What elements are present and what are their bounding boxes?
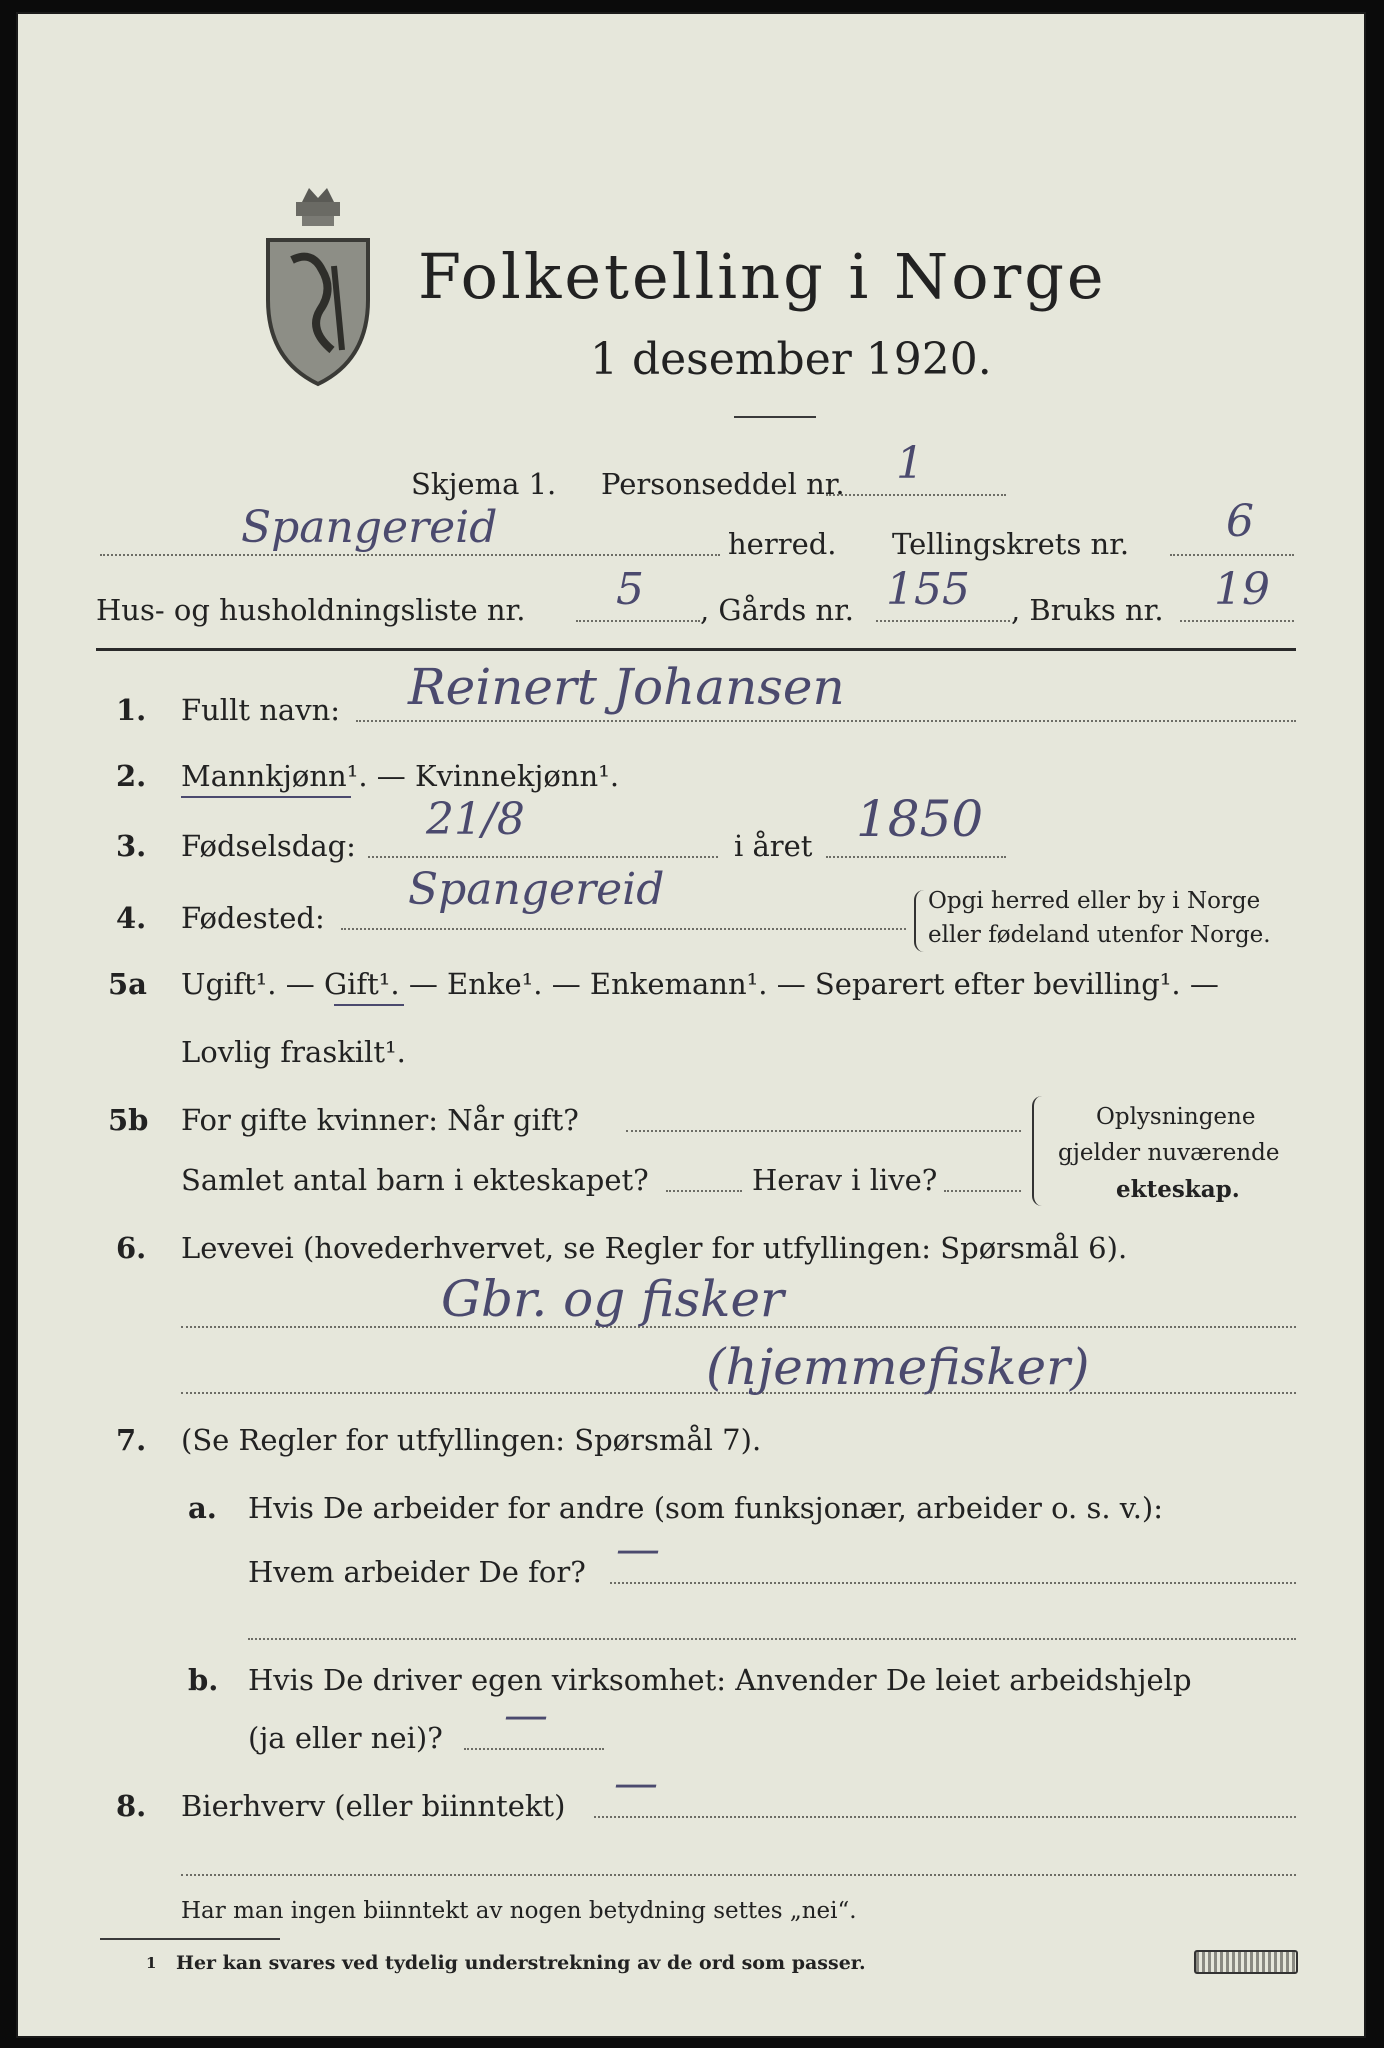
q6-value-line2: (hjemmefisker) (706, 1338, 1090, 1396)
bruks-value: 19 (1214, 564, 1270, 615)
q3-value: 21/8 (426, 794, 525, 845)
gards-label: , Gårds nr. (700, 593, 854, 627)
bruks-line (1180, 620, 1294, 622)
printer-stamp (1194, 1950, 1298, 1974)
q4-label: Fødested: (181, 901, 325, 935)
q5a-label: Ugift¹. — Gift¹. — Enke¹. — Enkemann¹. — Separert efter bevilling¹. — (181, 967, 1219, 1001)
census-form-sheet (16, 12, 1366, 2038)
q5b-note-line2: gjelder nuværende (1058, 1140, 1280, 1166)
q3-year-label: i året (734, 829, 813, 863)
q6-value-line1: Gbr. og fisker (441, 1270, 784, 1328)
q2-label: Mannkjønn¹. — Kvinnekjønn¹. (181, 759, 620, 793)
tellingskrets-value: 6 (1226, 496, 1254, 547)
title-divider (734, 416, 816, 418)
q5b-label-line2: Samlet antal barn i ekteskapet? (181, 1163, 649, 1197)
bruks-label: , Bruks nr. (1011, 593, 1164, 627)
q7b-label-line2: (ja eller nei)? (248, 1721, 443, 1755)
q3-number: 3. (116, 829, 147, 863)
q5b-line1 (626, 1130, 1021, 1132)
gards-line (876, 620, 1010, 622)
q7a-line2 (248, 1638, 1296, 1640)
herred-line (100, 554, 720, 556)
coat-of-arms-icon (262, 180, 374, 390)
q7a-value: — (616, 1524, 660, 1575)
q5b-label-line3: Herav i live? (752, 1163, 938, 1197)
q7a-label: Hvis De arbeider for andre (som funksjonær, arbeider o. s. v.): (248, 1491, 1164, 1525)
q4-note-line2: eller fødeland utenfor Norge. (928, 922, 1271, 948)
q1-number: 1. (116, 693, 147, 727)
q5b-line3 (944, 1190, 1021, 1192)
footnote-text: Her kan svares ved tydelig understrekning av de ord som passer. (176, 1952, 866, 1974)
q5a-label-line2: Lovlig fraskilt¹. (181, 1035, 406, 1069)
q7b-number: b. (188, 1663, 219, 1697)
q5b-line2 (666, 1190, 742, 1192)
personseddel-line (826, 494, 1006, 496)
personseddel-label: Personseddel nr. (601, 467, 845, 501)
q2-number: 2. (116, 759, 147, 793)
q8-value: — (614, 1758, 658, 1809)
q6-number: 6. (116, 1231, 147, 1265)
q5a-number: 5a (108, 967, 147, 1001)
q8-line2 (181, 1874, 1296, 1876)
header-rule (96, 648, 1296, 651)
q7-label: (Se Regler for utfyllingen: Spørsmål 7). (181, 1423, 762, 1457)
personseddel-value: 1 (896, 438, 924, 489)
footnote-mark: 1 (146, 1954, 157, 1972)
q5b-brace (1032, 1096, 1044, 1206)
gards-value: 155 (886, 564, 970, 615)
q1-label: Fullt navn: (181, 693, 341, 727)
footer-note: Har man ingen biinntekt av nogen betydning settes „nei“. (181, 1898, 857, 1924)
q7b-value: — (504, 1690, 548, 1741)
q7a-label-line2: Hvem arbeider De for? (248, 1555, 586, 1589)
form-date: 1 desember 1920. (590, 334, 992, 385)
q4-line (341, 928, 906, 930)
q1-line (356, 720, 1296, 722)
q4-brace (914, 890, 924, 952)
q5a-underline-gift (334, 1004, 404, 1006)
footnote-rule (100, 1938, 280, 1940)
q2-underline-mannkjonn (181, 796, 351, 798)
hus-value: 5 (616, 564, 644, 615)
q5b-number: 5b (108, 1103, 149, 1137)
q8-line1 (594, 1816, 1296, 1818)
q4-note-line1: Opgi herred eller by i Norge (928, 888, 1261, 914)
q3-line (368, 856, 718, 858)
tellingskrets-line (1170, 554, 1294, 556)
q7b-line (464, 1748, 604, 1750)
q7-number: 7. (116, 1423, 147, 1457)
skjema-label: Skjema 1. (411, 467, 557, 501)
q3-year-line (826, 856, 1006, 858)
q7b-label: Hvis De driver egen virksomhet: Anvender De leiet arbeidshjelp (248, 1663, 1192, 1697)
q5b-note-line1: Oplysningene (1096, 1104, 1256, 1130)
q8-label: Bierhverv (eller biinntekt) (181, 1789, 566, 1823)
herred-value: Spangereid (241, 502, 498, 553)
form-title: Folketelling i Norge (418, 240, 1107, 313)
hus-label: Hus- og husholdningsliste nr. (96, 593, 526, 627)
q7a-number: a. (188, 1491, 217, 1525)
q6-label: Levevei (hovederhvervet, se Regler for utfyllingen: Spørsmål 6). (181, 1231, 1128, 1265)
q5b-note-line3: ekteskap. (1116, 1176, 1240, 1203)
q7a-line1 (610, 1582, 1296, 1584)
q3-year-value: 1850 (856, 790, 984, 848)
q4-value: Spangereid (408, 864, 665, 915)
q3-label: Fødselsdag: (181, 829, 356, 863)
q8-number: 8. (116, 1789, 147, 1823)
hus-line (576, 620, 700, 622)
q4-number: 4. (116, 901, 147, 935)
tellingskrets-label: Tellingskrets nr. (892, 527, 1130, 561)
q5b-label: For gifte kvinner: Når gift? (181, 1103, 579, 1137)
q1-value: Reinert Johansen (408, 658, 845, 716)
herred-label: herred. (728, 527, 837, 561)
